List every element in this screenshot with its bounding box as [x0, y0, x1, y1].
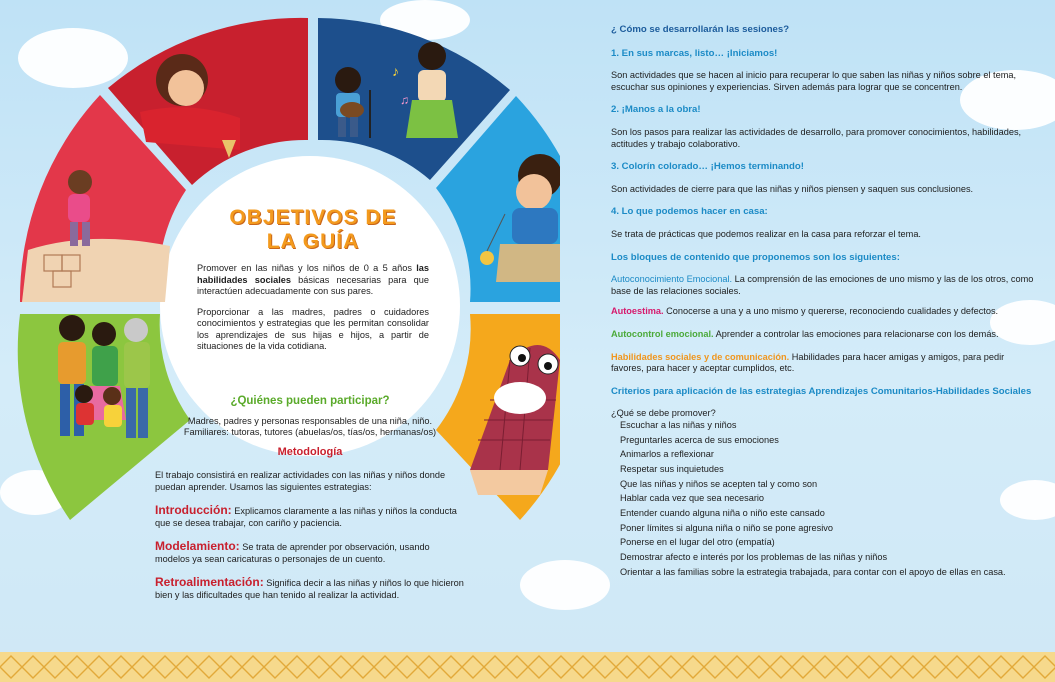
session-4-heading: 4. Lo que podemos hacer en casa:	[611, 206, 768, 218]
objective-1	[197, 263, 429, 298]
session-1-text: Son actividades que se hacen al inicio para recuperar lo que saben las niñas y niños sobre el tema, escuchar sus opiniones y experiencias. Sirven además para lograr que se concentren.	[611, 70, 1017, 92]
promote-list	[611, 420, 1039, 578]
objective-1-pre: Promover en las niñas y los niños de 0 a 5 años	[197, 263, 417, 273]
list-item: Que las niñas y niños se acepten tal y como son	[620, 478, 818, 489]
list-item: Hablar cada vez que sea necesario	[620, 493, 765, 504]
list-item: Poner límites si alguna niña o niño se pone agresivo	[620, 522, 833, 533]
introduction-text: Explicamos claramente a las niñas y niños la conducta que se desea trabajar, con cariño y paciencia.	[155, 506, 457, 528]
session-2-heading: 2. ¡Manos a la obra!	[611, 104, 701, 116]
guide-title	[197, 206, 429, 254]
promote-question: ¿Qué se debe promover?	[611, 408, 716, 419]
title-line-2: LA GUÍA	[266, 230, 360, 253]
block-self-knowledge	[611, 274, 1039, 297]
session-1-heading: 1. En sus marcas, listo… ¡Iniciamos!	[611, 47, 778, 59]
list-item: Orientar a las familias sobre la estrategia trabajada, para contar con el apoyo de ellas en casa.	[620, 566, 1006, 577]
list-item: Entender cuando alguna niña o niño este cansado	[620, 508, 825, 518]
sessions-heading: ¿ Cómo se desarrollarán las sesiones?	[611, 24, 790, 35]
session-3-heading: 3. Colorín colorado… ¡Hemos terminando!	[611, 161, 804, 173]
blocks-heading: Los bloques de contenido que proponemos son los siguientes:	[611, 251, 900, 263]
block-self-knowledge-term: Autoconocimiento Emocional.	[611, 274, 733, 285]
list-item: Demostrar afecto e interés por los problemas de las niñas y niños	[620, 552, 888, 563]
sessions-column	[611, 24, 1039, 581]
block-self-esteem	[611, 306, 1039, 318]
criteria-heading: Criterios para aplicación de las estrategias Aprendizajes Comunitarios-Habilidades Sociales	[611, 385, 1032, 397]
participants-methodology	[155, 396, 465, 601]
block-social-skills-term: Habilidades sociales y de comunicación.	[611, 351, 790, 362]
list-item: Respetar sus inquietudes	[620, 463, 724, 474]
block-self-knowledge-text: La comprensión de las emociones de uno mismo y las de los otros, como base de las relaciones sociales.	[611, 274, 1034, 296]
session-3-text: Son actividades de cierre para que las niñas y niños piensen y saquen sus conclusiones.	[611, 183, 974, 194]
block-self-esteem-term: Autoestima.	[611, 306, 664, 317]
list-item: Preguntarles acerca de sus emociones	[620, 434, 779, 445]
session-4-text: Se trata de prácticas que podemos realizar en la casa para reforzar el tema.	[611, 228, 921, 239]
feedback-text: Significa decir a las niñas y niños lo que hicieron bien y las dificultades que han tenido al realizar la actividad.	[155, 578, 464, 600]
feedback-term: Retroalimentación:	[155, 575, 264, 589]
objectives-block	[197, 206, 429, 353]
title-line-1: OBJETIVOS DE	[229, 206, 397, 229]
session-2-text: Son los pasos para realizar las actividades de desarrollo, para promover conocimientos, habilidades, actitudes y trabajo colaborativo.	[611, 126, 1022, 149]
decorative-border	[0, 652, 1055, 682]
methodology-heading: Metodología	[277, 445, 343, 458]
strategy-introduction	[155, 505, 465, 529]
block-self-control-term: Autocontrol emocional.	[611, 328, 714, 339]
strategy-modeling	[155, 541, 465, 565]
participants-heading: ¿Quiénes pueden participar?	[230, 395, 390, 407]
objective-1-bold: las habilidades sociales	[197, 263, 429, 285]
strategy-feedback	[155, 577, 465, 601]
block-social-skills	[611, 352, 1039, 375]
objective-2: Proporcionar a las madres, padres o cuidadores conocimientos y estrategias que les permitan consolidar los aprendizajes de sus hijas e hijos, a partir de situaciones de la vida cotidiana.	[197, 306, 429, 351]
list-item: Escuchar a las niñas y niños	[620, 419, 737, 430]
block-self-control	[611, 329, 1039, 341]
block-self-esteem-text: Conocerse a una y a uno mismo y quererse, reconociendo cualidades y defectos.	[663, 306, 999, 317]
list-item: Ponerse en el lugar del otro (empatía)	[620, 537, 775, 548]
participants-line-1: Madres, padres y personas responsables de una niña, niño.	[187, 415, 433, 426]
modeling-text: Se trata de aprender por observación, usando modelos ya sean caricaturas o personajes de un cuento.	[155, 542, 430, 564]
svg-text:♫: ♫	[400, 93, 409, 107]
block-social-skills-text: Habilidades para hacer amigas y amigos, para pedir favores, para hacer y aceptar cumplidos, etc.	[611, 351, 1005, 374]
list-item: Animarlos a reflexionar	[620, 449, 714, 460]
block-self-control-text: Aprender a controlar las emociones para relacionarse con los demás.	[713, 328, 999, 339]
methodology-text: El trabajo consistirá en realizar actividades con las niñas y niños donde puedan aprender. Usamos las siguientes estrategias:	[155, 470, 446, 492]
modeling-term: Modelamiento:	[155, 539, 240, 553]
objective-1-post: básicas necesarias para que interactúen adecuadamente con sus pares.	[197, 274, 429, 296]
participants-line-2: Familiares: tutoras, tutores (abuelas/os, tías/os, hermanas/os)	[183, 427, 437, 437]
introduction-term: Introducción:	[155, 503, 232, 517]
svg-text:♪: ♪	[392, 63, 399, 79]
